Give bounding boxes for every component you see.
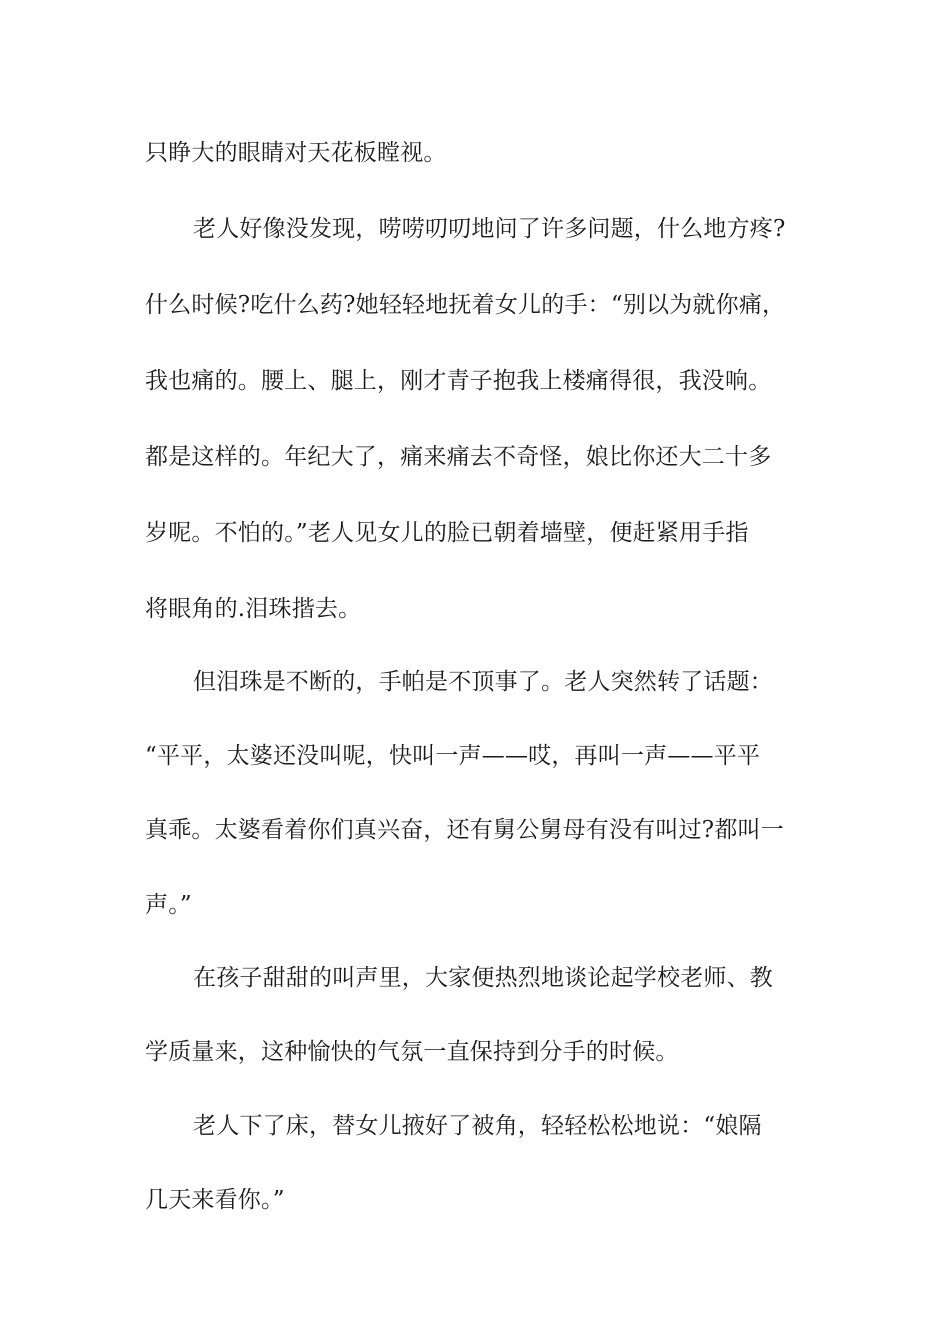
text-line: 只睁大的眼睛对天花板瞠视。 [145,140,447,166]
text-line: 老人下了床，替女儿掖好了被角，轻轻松松地说：“娘隔 [193,1113,762,1139]
text-line: 都是这样的。年纪大了，痛来痛去不奇怪，娘比你还大二十多 [145,444,772,470]
text-line: 几天来看你。” [145,1187,285,1213]
text-line: 什么时候?吃什么药?她轻轻地抚着女儿的手：“别以为就你痛， [145,292,786,318]
text-line: 声。” [145,892,192,918]
text-line: 将眼角的.泪珠揩去。 [145,596,362,622]
text-line: 真乖。太婆看着你们真兴奋，还有舅公舅母有没有叫过?都叫一 [145,817,784,843]
text-line: 但泪珠是不断的，手帕是不顶事了。老人突然转了话题： [193,669,773,695]
text-line: 我也痛的。腰上、腿上，刚才青子抱我上楼痛得很，我没响。 [145,368,772,394]
text-line: 在孩子甜甜的叫声里，大家便热烈地谈论起学校老师、教 [193,965,773,991]
text-line: 学质量来，这种愉快的气氛一直保持到分手的时候。 [145,1039,679,1065]
text-line: “平平，太婆还没叫呢，快叫一声——哎，再叫一声——平平 [145,743,761,769]
text-line: 老人好像没发现，唠唠叨叨地问了许多问题，什么地方疼? [193,216,786,242]
text-line: 岁呢。不怕的。”老人见女儿的脸已朝着墙壁，便赶紧用手指 [145,520,749,546]
